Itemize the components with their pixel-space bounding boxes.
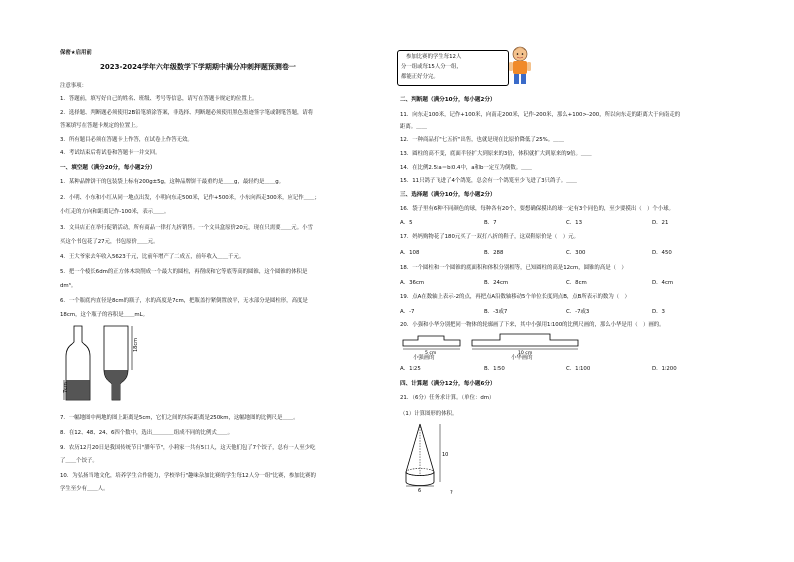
question-mark: ? [450, 490, 453, 496]
question-line: 学生至少有＿＿人。 [60, 486, 109, 492]
option-d: D．21 [652, 220, 669, 226]
option-b: B．24cm [484, 280, 509, 286]
speech-line: 分一组或每15人分一组， [401, 64, 462, 70]
question-line: 20．小强和小华分别把同一物体的轮廓画了下来，其中小强用1∶100的比例尺画的，那么小华是用（ ）画的。 [400, 322, 665, 328]
question-line: 3．文具店正在举行促销活动，所有商品一律打九折销售。一个文具盒原价20元，现在只需要＿＿元。小雪 [60, 225, 313, 231]
height-label: 10 [442, 452, 449, 458]
question-line: 12．一种商品打"七五折"出售，也就是现在比原价降低了25%。＿＿ [400, 137, 564, 143]
section-heading-calc: 四、计算题（满分12分，每小题6分） [400, 381, 496, 387]
option-b: B．7 [484, 220, 497, 226]
question-line: 了＿＿个饺子。 [60, 458, 98, 464]
note-line: 3．所有题目必须在答题卡上作答，在试卷上作答无效。 [60, 137, 193, 143]
note-line: 2．选择题、判断题必须使用2B铅笔填涂答案，非选择、判断题必须使用黑色墨迹签字笔或钢笔答题，请将 [60, 110, 314, 116]
option-d: D．1∶200 [652, 366, 677, 372]
option-a: A．36cm [400, 280, 425, 286]
xiaoqiang-drawing [403, 336, 460, 356]
bottle-figure [60, 322, 140, 406]
question-line: 小红走的方向和距离记作-100米，表示＿＿。 [60, 209, 170, 215]
option-c: C．8cm [566, 280, 587, 286]
inverted-bottle [104, 326, 139, 400]
option-d: D．4cm [652, 280, 674, 286]
left-dimension: 5 cm [425, 351, 437, 356]
question-line: 14．在比例2.5∶a＝b∶0.4中，a和b一定互为倒数。＿＿ [400, 165, 532, 171]
speech-bubble [397, 50, 509, 86]
question-line: dm³。 [60, 283, 77, 289]
question-line: 13．圆柱的高不变，底面半径扩大到原来的3倍，体积就扩大到原来的9倍。＿＿ [400, 151, 592, 157]
question-line: 15．11只鸽子飞进了4个鸽笼，总会有一个鸽笼至少飞进了3只鸽子。＿＿ [400, 178, 577, 184]
question-line: （1）计算图形的体积。 [400, 411, 458, 417]
option-c: C．300 [566, 250, 586, 256]
question-line: 18cm，这个瓶子的容积是＿＿mL。 [60, 312, 149, 318]
option-b: B．288 [484, 250, 504, 256]
question-line: 6．一个瓶底内直径是8cm的瓶子，水的高度是7cm，把瓶盖拧紧倒置放平，无水部分是圆柱形，高度是 [60, 298, 308, 304]
cone-cylinder [406, 424, 440, 486]
option-a: A．1∶25 [400, 366, 421, 372]
note-line: 答案填写在答题卡规定的位置上。 [60, 123, 141, 129]
question-line: 5．把一个棱长6dm的正方体木块削成一个最大的圆柱，再削成和它等底等高的圆锥，这个圆锥的体积是 [60, 269, 308, 275]
question-line: 1．某种品牌饼干的包装袋上标有200g±5g，这种品牌饼干最重约是＿＿g，最轻约是＿＿g。 [60, 179, 285, 185]
notes-heading: 注意事项： [60, 83, 87, 89]
speech-line: 参加比赛的学生每12人 [406, 54, 462, 60]
option-a: A．108 [400, 250, 420, 256]
option-a: A．-7 [400, 309, 415, 315]
question-line: 18．一个圆柱和一个圆锥的底面积和体积分别相等，已知圆柱的高是12cm，圆锥的高是（ ） [400, 265, 627, 271]
right-caption: 小华画的 [511, 355, 533, 361]
question-line: 17．妈妈购物花了180元买了一双打八折的鞋子，这双鞋原价是（ ）元。 [400, 234, 579, 240]
question-line: 11．向东走100米，记作+100米，向南走200米，记作-200米，那么+100>-200，所以向东走的距离大于向南走的 [400, 112, 681, 118]
left-caption: 小强画的 [413, 355, 435, 361]
option-d: D．3 [652, 309, 665, 315]
upright-bottle [63, 326, 90, 400]
option-b: B．1∶50 [484, 366, 505, 372]
diameter-label: 6 [418, 488, 422, 494]
height-label-7cm: 7cm [63, 382, 69, 393]
option-c: C．1∶100 [566, 366, 591, 372]
question-line: 10．为弘扬当地文化，培养学生合作能力，学校举行"趣味杂加比赛的学生每12人分一组"比赛，参加比赛的 [60, 473, 316, 479]
question-line: 4．王大爷家去年收入5623千元，比前年增产了二成五，前年收入＿＿千元。 [60, 254, 245, 260]
question-line: 21．（6分）任务求计算。（单位：dm） [400, 395, 495, 401]
question-line: 8．在12、48、24、6四个数中，选出＿＿＿＿组成不同的比例式＿＿。 [60, 430, 233, 436]
question-line: 7．一幅地图中两地的图上距离是5cm，它们之间的实际距离是250km，这幅地图的比例尺是＿＿。 [60, 415, 299, 421]
question-line: 9．农历12月20日是我国传统节日"腊年节"，小莉家一共有5口人，这天他们包了7个饺子，总有一人至少吃 [60, 445, 316, 451]
question-line: 2．小明、小东和小红从同一地点出发，小明向东走500米，记作+500米，小东向西走300米，应记作＿＿； [60, 195, 320, 201]
question-line: 买这个书包花了27元，书包原价＿＿元。 [60, 239, 159, 245]
section-heading-fill: 一、填空题（满分20分，每小题2分） [60, 165, 156, 171]
option-a: A．5 [400, 220, 413, 226]
child-illustration [505, 44, 535, 88]
secret-label: 保密★启用前 [60, 50, 92, 56]
speech-line: 都能正好分完。 [401, 74, 439, 80]
solid-figure [400, 420, 470, 500]
section-heading-judge: 二、判断题（满分10分，每小题2分） [400, 97, 496, 103]
xiaohua-drawing [472, 334, 578, 356]
option-b: B．-3或7 [484, 309, 508, 315]
option-c: C．-7或3 [566, 309, 590, 315]
option-d: D．450 [652, 250, 672, 256]
question-line: 16．袋子里有6种不同颜色的球，每种各有20个，要想确保摸出的球一定有3个同色的，至少要摸出（ ）个小球。 [400, 206, 674, 212]
height-label-18cm: 18cm [133, 338, 139, 352]
section-heading-choice: 三、选择题（满分10分，每小题2分） [400, 192, 496, 198]
note-line: 4．考试结束后将试卷和答题卡一并交回。 [60, 150, 161, 156]
outline-figure [400, 332, 610, 356]
note-line: 1．答题前，填写好自己的姓名、班级、考号等信息，请写在答题卡规定的位置上。 [60, 96, 258, 102]
question-line: 距离。＿＿ [400, 124, 427, 130]
page-title: 2023-2024学年六年级数学下学期期中满分冲刺押题预测卷一 [100, 63, 296, 71]
option-c: C．13 [566, 220, 583, 226]
right-dimension: 10 cm [518, 351, 533, 356]
question-line: 19．点A在数轴上表示-2的点，再把点A沿数轴移动5个单位长度到点B，点B所表示的数为（ ） [400, 294, 630, 300]
